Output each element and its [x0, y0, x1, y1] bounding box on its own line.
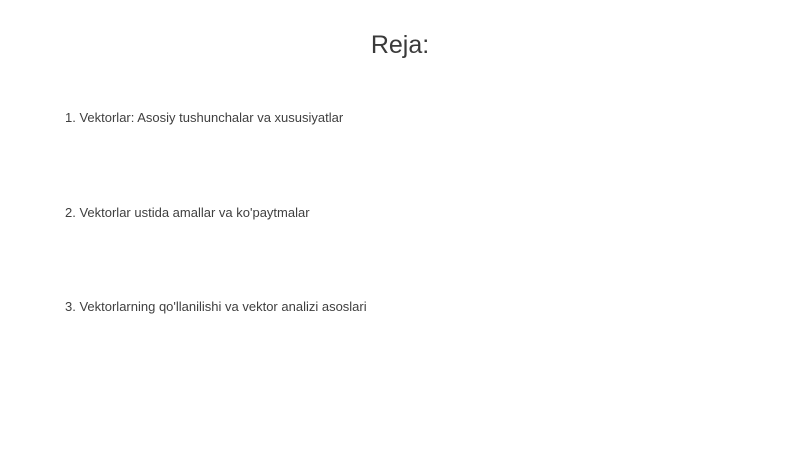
plan-item-3: 3. Vektorlarning qo'llanilishi va vektor analizi asoslari [65, 299, 367, 314]
plan-item-1: 1. Vektorlar: Asosiy tushunchalar va xususiyatlar [65, 110, 344, 125]
slide-title: Reja: [370, 31, 430, 59]
plan-item-2: 2. Vektorlar ustida amallar va ko'paytmalar [65, 205, 310, 220]
